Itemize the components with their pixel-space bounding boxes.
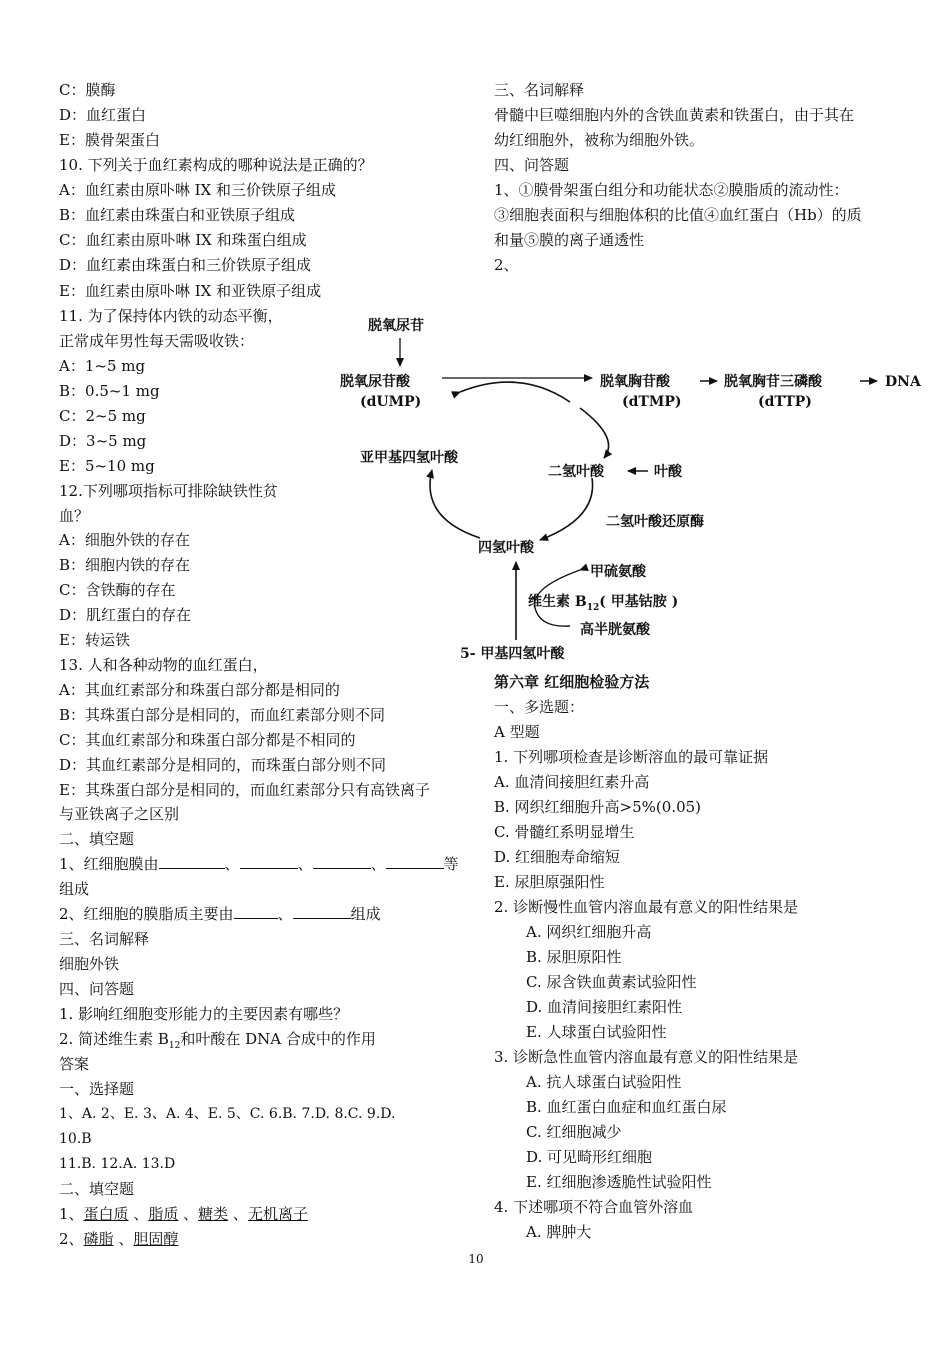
answer-heading: 答案: [59, 1055, 90, 1073]
option-line: C：血红素由原卟啉 IX 和珠蛋白组成: [59, 231, 307, 249]
qa-text: 2. 简述维生素 B: [59, 1030, 169, 1048]
option-line: E：5~10 mg: [59, 457, 155, 475]
blank-field[interactable]: [313, 854, 371, 869]
option-line: E：膜骨架蛋白: [59, 131, 160, 149]
answer-word: 磷脂: [83, 1230, 114, 1248]
question-1: 1. 下列哪项检查是诊断溶血的最可靠证据: [494, 748, 769, 766]
answer-line: 11.B. 12.A. 13.D: [59, 1156, 176, 1172]
dump-label: 脱氧尿苷酸: [340, 374, 410, 390]
b12-text: 维生素 B: [528, 594, 587, 610]
answer-line: 1、①膜骨架蛋白组分和功能状态②膜脂质的流动性：: [494, 181, 849, 199]
question-11-cont: 正常成年男性每天需吸收铁：: [59, 332, 255, 350]
option-line: D：其血红素部分是相同的，而珠蛋白部分则不同: [59, 756, 387, 774]
question-type: A 型题: [494, 723, 540, 741]
option-line: E：转运铁: [59, 631, 130, 649]
option-line: E. 人球蛋白试验阳性: [526, 1023, 667, 1041]
question-3: 3. 诊断急性血管内溶血最有意义的阳性结果是: [494, 1048, 799, 1066]
section-heading: 四、问答题: [494, 156, 570, 174]
answer-word: 蛋白质: [83, 1205, 129, 1223]
option-line: A：其血红素部分和珠蛋白部分都是相同的: [59, 681, 340, 699]
term: 细胞外铁: [59, 955, 120, 973]
option-line: C：膜酶: [59, 81, 116, 99]
answer-word: 糖类: [198, 1205, 229, 1223]
methylene-thf-label: 亚甲基四氢叶酸: [360, 450, 458, 466]
option-line: A：细胞外铁的存在: [59, 531, 190, 549]
section-heading: 一、选择题: [59, 1080, 135, 1098]
fill-text: 2、红细胞的膜脂质主要由: [59, 905, 234, 923]
answer-line: 2、: [494, 256, 519, 274]
definition-line: 骨髓中巨噬细胞内外的含铁血黄素和铁蛋白，由于其在: [494, 106, 855, 124]
option-line: D：血红素由珠蛋白和三价铁原子组成: [59, 256, 312, 274]
option-line: E：其珠蛋白部分是相同的，而血红素部分只有高铁离子: [59, 781, 430, 799]
section-heading: 四、问答题: [59, 980, 135, 998]
blank-field[interactable]: [386, 854, 444, 869]
blank-field[interactable]: [293, 904, 351, 919]
fill-question-1: [59, 854, 459, 874]
fill-question-1-cont: 组成: [59, 880, 90, 898]
dump-abbr: (dUMP): [360, 394, 422, 410]
chapter-title: 第六章 红细胞检验方法: [494, 673, 650, 691]
qa-question-1: 1. 影响红细胞变形能力的主要因素有哪些？: [59, 1005, 349, 1023]
question-10: 10. 下列关于血红素构成的哪种说法是正确的？: [59, 156, 373, 174]
option-line: B：其珠蛋白部分是相同的，而血红素部分则不同: [59, 706, 386, 724]
option-line: A. 抗人球蛋白试验阳性: [526, 1073, 682, 1091]
answer-line: 1、A. 2、E. 3、A. 4、E. 5、C. 6.B. 7.D. 8.C. 9.D.: [59, 1106, 396, 1122]
option-line: C：2~5 mg: [59, 407, 146, 425]
qa-text: 和叶酸在 DNA 合成中的作用: [180, 1030, 376, 1048]
option-line: B. 尿胆原阳性: [526, 948, 622, 966]
option-line: D：血红蛋白: [59, 106, 147, 124]
subscript: 12: [168, 1041, 181, 1051]
option-line: D. 血清间接胆红素阳性: [526, 998, 683, 1016]
blank-field[interactable]: [234, 904, 278, 919]
dhf-label: 二氢叶酸: [548, 464, 604, 480]
option-line: C：含铁酶的存在: [59, 581, 176, 599]
option-line: D. 可见畸形红细胞: [526, 1148, 653, 1166]
deoxyuridine-label: 脱氧尿苷: [368, 318, 424, 334]
option-line: A. 血清间接胆红素升高: [494, 773, 650, 791]
option-line: C. 骨髓红系明显增生: [494, 823, 635, 841]
option-line: A：血红素由原卟啉 IX 和三价铁原子组成: [59, 181, 336, 199]
option-line: E. 红细胞渗透脆性试验阳性: [526, 1173, 712, 1191]
answer-line: ③细胞表面积与细胞体积的比值④血红蛋白（Hb）的质: [494, 206, 862, 224]
option-line: C. 红细胞减少: [526, 1123, 622, 1141]
homocysteine-label: 高半胱氨酸: [580, 622, 650, 638]
folate-cycle-diagram: [330, 308, 940, 668]
fill-question-2: [59, 904, 381, 924]
option-line: A：1~5 mg: [59, 357, 146, 375]
option-line: D：肌红蛋白的存在: [59, 606, 192, 624]
b12-subscript: 12: [586, 603, 600, 613]
option-line: B. 血红蛋白血症和血红蛋白尿: [526, 1098, 727, 1116]
dhfr-label: 二氢叶酸还原酶: [606, 514, 704, 530]
option-line: D. 红细胞寿命缩短: [494, 848, 621, 866]
fill-text: 组成: [350, 905, 381, 923]
methionine-label: 甲硫氨酸: [590, 564, 646, 580]
dtmp-abbr: (dTMP): [622, 394, 682, 410]
folate-label: 叶酸: [654, 464, 682, 480]
qa-question-2: [59, 1029, 376, 1056]
dttp-abbr: (dTTP): [758, 394, 812, 410]
separator: 、: [113, 1230, 134, 1248]
separator: 、: [297, 855, 313, 873]
option-line: E. 尿胆原强阳性: [494, 873, 605, 891]
option-line-cont: 与亚铁离子之区别: [59, 805, 180, 823]
option-line: C. 尿含铁血黄素试验阳性: [526, 973, 697, 991]
section-heading: 一、多选题：: [494, 698, 585, 716]
dna-label: DNA: [885, 374, 921, 390]
section-heading: 二、填空题: [59, 830, 135, 848]
definition-line: 幼红细胞外，被称为细胞外铁。: [494, 131, 705, 149]
question-12-cont: 血？: [59, 507, 90, 525]
question-13: 13. 人和各种动物的血红蛋白，: [59, 656, 268, 674]
fill-answer-1: [59, 1204, 308, 1224]
question-4: 4. 下述哪项不符合血管外溶血: [494, 1198, 694, 1216]
option-line: B. 网织红细胞升高>5%(0.05): [494, 798, 702, 816]
separator: 、: [224, 855, 240, 873]
question-2: 2. 诊断慢性血管内溶血最有意义的阳性结果是: [494, 898, 799, 916]
section-heading: 三、名词解释: [494, 81, 585, 99]
dttp-label: 脱氧胸苷三磷酸: [724, 374, 822, 390]
separator: 、: [370, 855, 386, 873]
answer-prefix: 1、: [59, 1205, 84, 1223]
section-heading: 三、名词解释: [59, 930, 150, 948]
option-line: B：0.5~1 mg: [59, 382, 160, 400]
fill-text: 1、红细胞膜由: [59, 855, 159, 873]
option-line: C：其血红素部分和珠蛋白部分都是不相同的: [59, 731, 356, 749]
option-line: A. 网织红细胞升高: [526, 923, 652, 941]
fill-answer-2: [59, 1229, 178, 1249]
separator: 、: [128, 1205, 149, 1223]
thf-label: 四氢叶酸: [478, 540, 534, 556]
section-heading: 二、填空题: [59, 1180, 135, 1198]
option-line: B：血红素由珠蛋白和亚铁原子组成: [59, 206, 296, 224]
answer-prefix: 2、: [59, 1230, 84, 1248]
blank-field[interactable]: [240, 854, 298, 869]
separator: 、: [277, 905, 293, 923]
answer-line: 10.B: [59, 1131, 92, 1147]
separator: 、: [228, 1205, 248, 1223]
answer-word: 胆固醇: [133, 1230, 179, 1248]
answer-word: 脂质: [148, 1205, 179, 1223]
blank-field[interactable]: [159, 854, 225, 869]
b12-text: ( 甲基钴胺 ): [599, 594, 679, 610]
answer-line: 和量⑤膜的离子通透性: [494, 231, 645, 249]
option-line: A. 脾肿大: [526, 1223, 592, 1241]
option-line: D：3~5 mg: [59, 432, 147, 450]
fill-text: 等: [443, 855, 459, 873]
methyl-thf-label: 5- 甲基四氢叶酸: [460, 646, 565, 662]
question-11: 11. 为了保持体内铁的动态平衡，: [59, 307, 283, 325]
option-line: B：细胞内铁的存在: [59, 556, 191, 574]
page-number: 10: [468, 1252, 484, 1266]
separator: 、: [178, 1205, 199, 1223]
dtmp-label: 脱氧胸苷酸: [600, 374, 670, 390]
option-line: E：血红素由原卟啉 IX 和亚铁原子组成: [59, 282, 322, 300]
answer-word: 无机离子: [247, 1205, 308, 1223]
question-12: 12.下列哪项指标可排除缺铁性贫: [59, 482, 278, 500]
diagram-background: [330, 308, 940, 668]
